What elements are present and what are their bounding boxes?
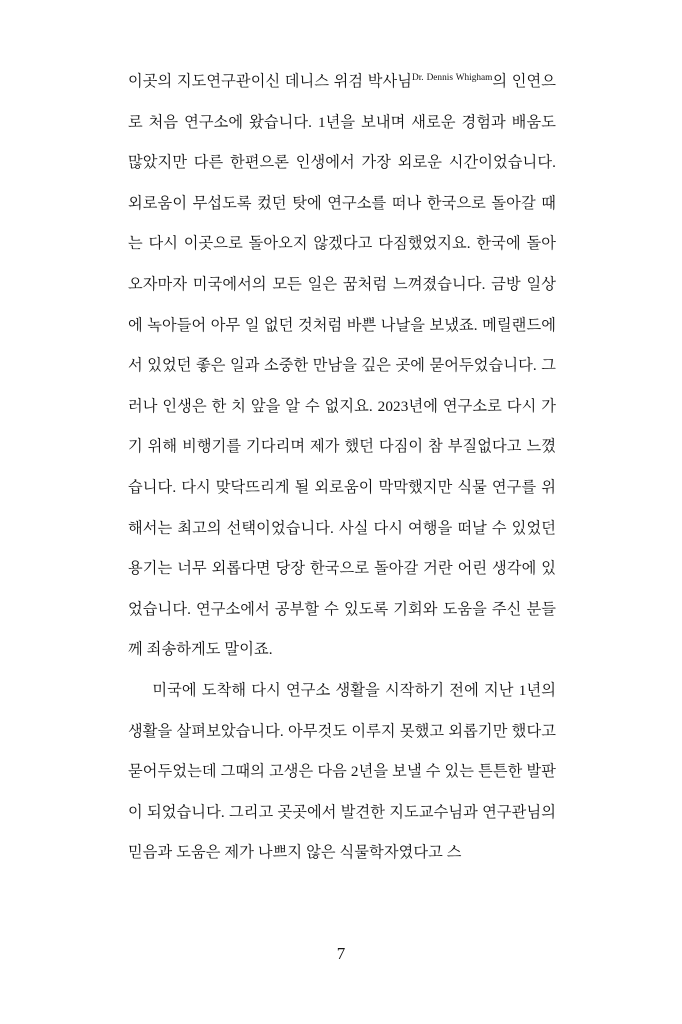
body-text-block: [128, 62, 556, 874]
paragraph-1: [128, 62, 556, 671]
paragraph-1-run-1: 이곳의 지도연구관이신 데니스 위검 박사님: [128, 73, 413, 90]
paragraph-2: [128, 671, 556, 874]
paragraph-2-run-1: 미국에 도착해 다시 연구소 생활을 시작하기 전에 지난 1년의 생활을 살펴보았습니다. 아무것도 이루지 못했고 외롭기만 했다고 묻어두었는데 그때의 고생은 다음 2년을 보낼 수 있는 튼튼한 발판이 되었습니다. 그리고 곳곳에서 발견한 지도교수님과 연구관님의 믿음과 도움은 제가 나쁘지 않은 식물학자였다고 스: [128, 681, 556, 862]
paragraph-1-run-3: 의 인연으로 처음 연구소에 왔습니다. 1년을 보내며 새로운 경험과 배움도 많았지만 다른 한편으론 인생에서 가장 외로운 시간이었습니다. 외로움이 무섭도록 컸던 탓에 연구소를 떠나 한국으로 돌아갈 때는 다시 이곳으로 돌아오지 않겠다고 다짐했었지요. 한국에 돌아오자마자 미국에서의 모든 일은 꿈처럼 느껴졌습니다. 금방 일상에 녹아들어 아무 일 없던 것처럼 바쁜 나날을 보냈죠. 메릴랜드에서 있었던 좋은 일과 소중한 만남을 깊은 곳에 묻어두었습니다. 그러나 인생은 한 치 앞을 알 수 없지요. 2023년에 연구소로 다시 가기 위해 비행기를 기다리며 제가 했던 다짐이 참 부질없다고 느꼈습니다. 다시 맞닥뜨리게 될 외로움이 막막했지만 식물 연구를 위해서는 최고의 선택이었습니다. 사실 다시 여행을 떠날 수 있었던 용기는 너무 외롭다면 당장 한국으로 돌아갈 거란 어린 생각에 있었습니다. 연구소에서 공부할 수 있도록 기회와 도움을 주신 분들께 죄송하게도 말이죠.: [128, 73, 557, 659]
superscript-researcher-name: Dr. Dennis Whigham: [412, 72, 493, 83]
page-number: 7: [336, 944, 346, 963]
